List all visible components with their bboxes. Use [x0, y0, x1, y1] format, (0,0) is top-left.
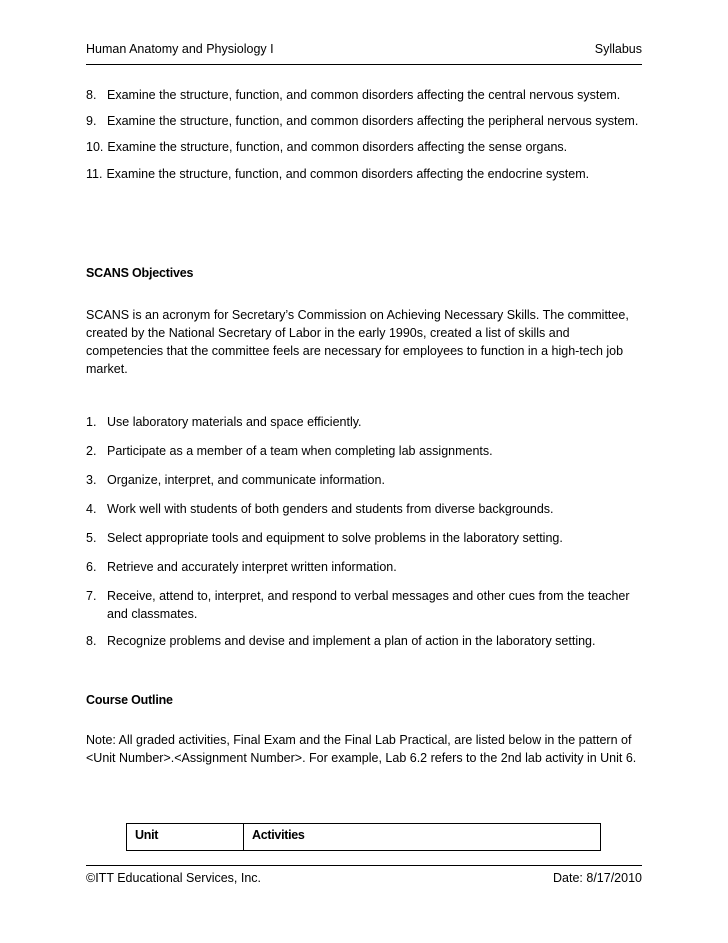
item-text: Participate as a member of a team when completing lab assignments.: [107, 444, 493, 458]
item-number: 6.: [86, 560, 97, 574]
item-number: 9.: [86, 114, 97, 128]
header-doc-type: Syllabus: [594, 42, 642, 56]
list-item: [86, 500, 646, 518]
item-number: 4.: [86, 502, 97, 516]
list-item: [86, 471, 646, 489]
list-item: [86, 413, 646, 431]
item-text: Select appropriate tools and equipment to solve problems in the laboratory setting.: [107, 531, 563, 545]
item-text: Examine the structure, function, and common disorders affecting the sense organs.: [107, 140, 568, 154]
item-text: Use laboratory materials and space efficiently.: [107, 415, 362, 429]
outline-note: Note: All graded activities, Final Exam and the Final Lab Practical, are listed below in the pattern of <Unit Number>.<Assignment Number>. For example, Lab 6.2 refers to the 2nd lab activity in Unit 6.: [86, 733, 637, 765]
item-number: 10.: [86, 140, 104, 154]
item-text: Work well with students of both genders and students from diverse backgrounds.: [107, 502, 554, 516]
column-header-activities: Activities: [244, 824, 601, 851]
list-item: [86, 558, 646, 576]
scans-list: [86, 413, 646, 650]
item-number: 8.: [86, 634, 97, 648]
list-item: [86, 165, 646, 183]
item-text: Examine the structure, function, and common disorders affecting the central nervous system.: [107, 88, 621, 102]
item-text: Retrieve and accurately interpret written information.: [107, 560, 397, 574]
item-text: Examine the structure, function, and common disorders affecting the peripheral nervous system.: [107, 114, 639, 128]
item-text: Organize, interpret, and communicate information.: [107, 473, 385, 487]
outline-heading: Course Outline: [86, 693, 173, 707]
units-table: [126, 823, 601, 851]
item-number: 7.: [86, 589, 97, 603]
list-item: [86, 529, 646, 547]
list-item: [86, 86, 646, 104]
scans-intro: SCANS is an acronym for Secretary’s Commission on Achieving Necessary Skills. The committee, created by the National Secretary of Labor in the early 1990s, created a list of skills and competencies that the committee feels are necessary for employees to function in a high-tech job market.: [86, 308, 629, 376]
item-number: 2.: [86, 444, 97, 458]
item-text: Recognize problems and devise and implement a plan of action in the laboratory setting.: [107, 634, 596, 648]
item-number: 5.: [86, 531, 97, 545]
header-divider: [86, 64, 642, 65]
column-header-unit: Unit: [127, 824, 244, 851]
footer-date: Date: 8/17/2010: [553, 871, 642, 885]
item-text: Receive, attend to, interpret, and respond to verbal messages and other cues from the teacher and classmates.: [107, 589, 630, 621]
table-header-row: [127, 824, 601, 851]
scans-heading: SCANS Objectives: [86, 266, 194, 280]
footer-divider: [86, 865, 642, 866]
list-item: [86, 138, 646, 156]
list-item: [86, 632, 646, 650]
header-course-title: Human Anatomy and Physiology I: [86, 42, 274, 56]
item-number: 1.: [86, 415, 97, 429]
footer-copyright: ©ITT Educational Services, Inc.: [86, 871, 262, 885]
item-number: 11.: [86, 167, 103, 181]
list-item: [86, 112, 646, 130]
objectives-list: [86, 86, 646, 183]
list-item: [86, 442, 646, 460]
page-footer: [86, 871, 642, 885]
item-text: Examine the structure, function, and common disorders affecting the endocrine system.: [106, 167, 590, 181]
item-number: 8.: [86, 88, 97, 102]
item-number: 3.: [86, 473, 97, 487]
list-item: [86, 587, 646, 623]
page-header: [86, 42, 642, 56]
